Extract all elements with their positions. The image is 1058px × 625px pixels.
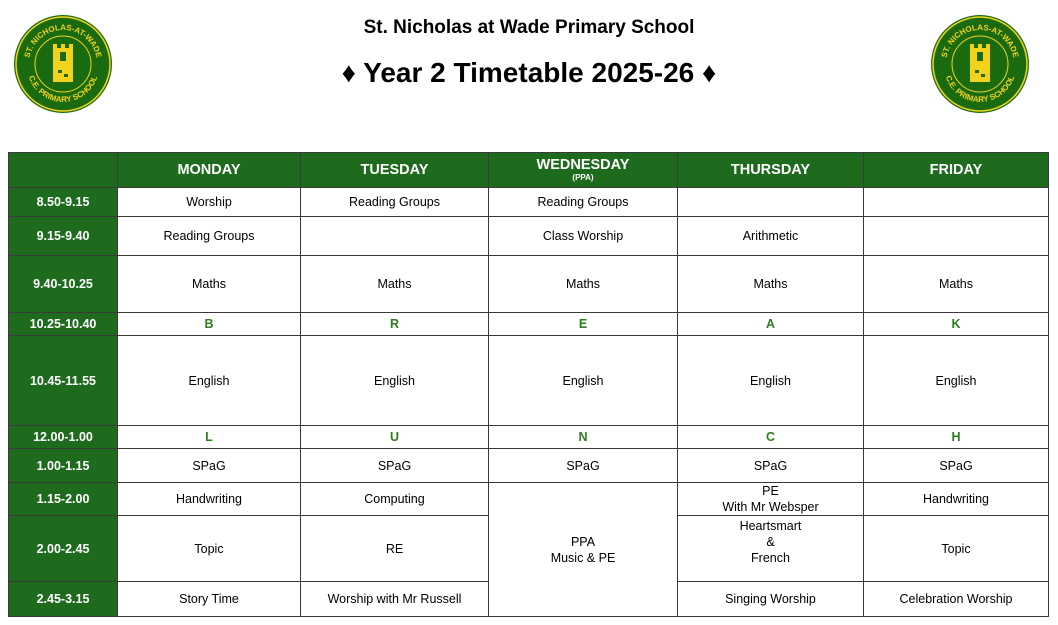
- teacher-line: With Mr Websper: [722, 500, 819, 514]
- lesson-cell: Reading Groups: [301, 188, 489, 217]
- time-slot: 10.25-10.40: [9, 313, 118, 336]
- break-row: [9, 313, 1049, 336]
- lesson-cell: Maths: [864, 256, 1049, 313]
- time-slot: 9.40-10.25: [9, 256, 118, 313]
- svg-text:C.E. PRIMARY SCHOOL: C.E. PRIMARY SCHOOL: [943, 74, 1017, 105]
- lesson-cell: RE: [301, 516, 489, 582]
- break-letter: E: [489, 313, 678, 336]
- lesson-cell: SPaG: [118, 449, 301, 483]
- break-letter: R: [301, 313, 489, 336]
- lesson-cell: English: [489, 336, 678, 426]
- lesson-cell: Maths: [489, 256, 678, 313]
- table-row: [9, 336, 1049, 426]
- wednesday-sub-label: (PPA): [572, 173, 594, 182]
- timetable: [8, 152, 1049, 617]
- school-logo-right: [930, 14, 1030, 114]
- lesson-cell: Class Worship: [489, 217, 678, 256]
- time-slot: 2.45-3.15: [9, 582, 118, 617]
- page-title: ♦ Year 2 Timetable 2025-26 ♦: [341, 57, 717, 88]
- lunch-letter: L: [118, 426, 301, 449]
- lesson-cell: Reading Groups: [118, 217, 301, 256]
- day-header-wednesday: WEDNESDAY (PPA): [489, 153, 678, 188]
- lesson-cell: Topic: [118, 516, 301, 582]
- lesson-cell: [678, 188, 864, 217]
- day-header-thursday: THURSDAY: [678, 153, 864, 188]
- thursday-pe-cell: [678, 483, 864, 516]
- time-slot: 1.15-2.00: [9, 483, 118, 516]
- thursday-heartsmart-cell: [678, 516, 864, 582]
- lesson-cell: English: [118, 336, 301, 426]
- lesson-cell: SPaG: [678, 449, 864, 483]
- svg-text:ST. NICHOLAS-AT-WADE: ST. NICHOLAS-AT-WADE: [939, 22, 1021, 59]
- corner-cell: [9, 153, 118, 188]
- pe-line: PE: [762, 484, 779, 498]
- lunch-letter: N: [489, 426, 678, 449]
- lesson-cell: Maths: [118, 256, 301, 313]
- lesson-cell: English: [678, 336, 864, 426]
- lesson-cell: [864, 188, 1049, 217]
- table-row: [9, 217, 1049, 256]
- break-letter: K: [864, 313, 1049, 336]
- time-slot: 10.45-11.55: [9, 336, 118, 426]
- lesson-cell: [864, 217, 1049, 256]
- day-header-monday: MONDAY: [118, 153, 301, 188]
- ampersand-line: &: [766, 535, 775, 549]
- lesson-cell: Maths: [301, 256, 489, 313]
- lesson-cell: Worship: [118, 188, 301, 217]
- lesson-cell: Computing: [301, 483, 489, 516]
- lesson-cell: Story Time: [118, 582, 301, 617]
- ppa-line: PPA: [570, 534, 596, 549]
- table-header-row: [9, 153, 1049, 188]
- table-row: [9, 449, 1049, 483]
- time-slot: 12.00-1.00: [9, 426, 118, 449]
- lesson-cell: SPaG: [489, 449, 678, 483]
- french-line: French: [751, 551, 790, 565]
- lesson-cell: [301, 217, 489, 256]
- lunch-letter: U: [301, 426, 489, 449]
- time-slot: 9.15-9.40: [9, 217, 118, 256]
- table-row: [9, 188, 1049, 217]
- lesson-cell: English: [301, 336, 489, 426]
- time-slot: 2.00-2.45: [9, 516, 118, 582]
- svg-text:C.E. PRIMARY SCHOOL: C.E. PRIMARY SCHOOL: [26, 74, 100, 105]
- lunch-letter: H: [864, 426, 1049, 449]
- music-pe-line: Music & PE: [550, 550, 616, 565]
- lunch-row: [9, 426, 1049, 449]
- svg-text:ST. NICHOLAS-AT-WADE: ST. NICHOLAS-AT-WADE: [22, 22, 104, 59]
- lesson-cell: Handwriting: [864, 483, 1049, 516]
- lesson-cell: Celebration Worship: [864, 582, 1049, 617]
- lesson-cell: Singing Worship: [678, 582, 864, 617]
- lesson-cell: English: [864, 336, 1049, 426]
- day-header-tuesday: TUESDAY: [301, 153, 489, 188]
- day-header-friday: FRIDAY: [864, 153, 1049, 188]
- time-slot: 1.00-1.15: [9, 449, 118, 483]
- lesson-cell: Worship with Mr Russell: [301, 582, 489, 617]
- table-row: [9, 483, 1049, 516]
- break-letter: A: [678, 313, 864, 336]
- school-name: St. Nicholas at Wade Primary School: [363, 17, 695, 38]
- lesson-cell: Arithmetic: [678, 217, 864, 256]
- break-letter: B: [118, 313, 301, 336]
- table-row: [9, 256, 1049, 313]
- lesson-cell: Topic: [864, 516, 1049, 582]
- time-slot: 8.50-9.15: [9, 188, 118, 217]
- heartsmart-line: Heartsmart: [739, 519, 802, 533]
- lesson-cell: SPaG: [864, 449, 1049, 483]
- lesson-cell: Reading Groups: [489, 188, 678, 217]
- lesson-cell: SPaG: [301, 449, 489, 483]
- lesson-cell: Maths: [678, 256, 864, 313]
- school-logo-left: [13, 14, 113, 114]
- lunch-letter: C: [678, 426, 864, 449]
- lesson-cell: Handwriting: [118, 483, 301, 516]
- wednesday-ppa-cell: [489, 483, 678, 617]
